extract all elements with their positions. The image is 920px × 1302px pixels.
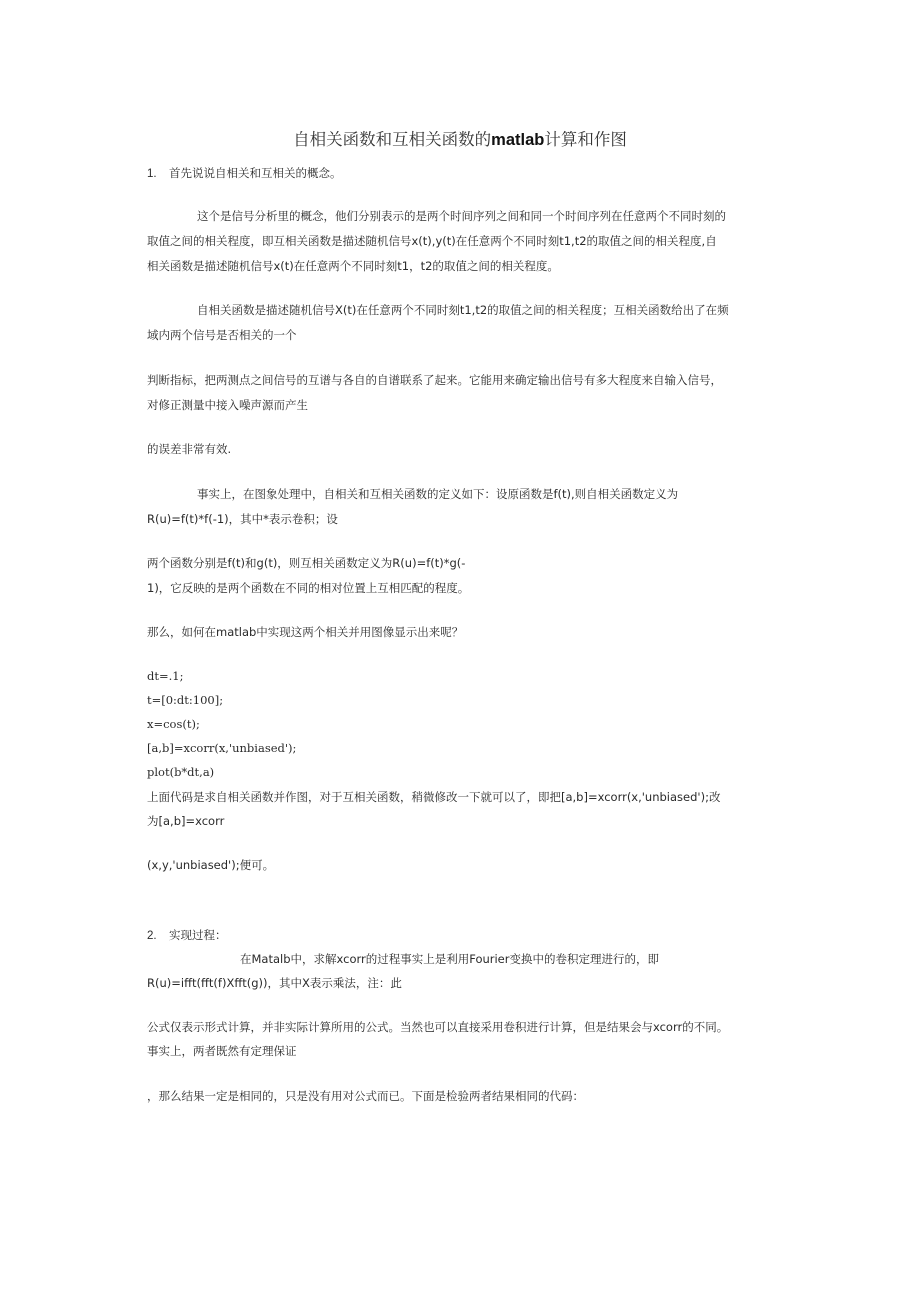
document-title [0, 129, 920, 151]
para2-line1: 自相关函数是描述随机信号X(t)在任意两个不同时刻t1,t2的取值之间的相关程度；互相关函数给出了在频 [197, 303, 729, 317]
section-number: 1. [147, 168, 157, 180]
para1-line3: 相关函数是描述随机信号x(t)在任意两个不同时刻t1，t2的取值之间的相关程度。 [147, 259, 559, 273]
section-2-heading [147, 927, 227, 944]
para4: 的误差非常有效. [147, 442, 232, 456]
code-line-4: [a,b]=xcorr(x,'unbiased'); [147, 741, 297, 755]
para3-line2: 对修正测量中接入噪声源而产生 [147, 398, 308, 412]
para5-line1: 事实上，在图象处理中，自相关和互相关函数的定义如下：设原函数是f(t),则自相关函数定义为 [197, 487, 679, 501]
para7: 那么，如何在matlab中实现这两个相关并用图像显示出来呢？ [147, 625, 464, 639]
code-line-1: dt=.1; [147, 669, 184, 683]
section-title: 实现过程： [169, 928, 227, 942]
title-bold: matlab [491, 131, 545, 149]
para3-line1: 判断指标，把两测点之间信号的互谱与各自的自谱联系了起来。它能用来确定输出信号有多大程度来自输入信号， [147, 373, 722, 387]
para10-line1: 在Matalb中，求解xcorr的过程事实上是利用Fourier变换中的卷积定理进行的，即 [240, 952, 659, 966]
para10-line2: R(u)=ifft(fft(f)Xfft(g))，其中X表示乘法，注：此 [147, 976, 402, 990]
para6-line1: 两个函数分别是f(t)和g(t)，则互相关函数定义为R(u)=f(t)*g(- [147, 556, 466, 570]
section-title: 首先说说自相关和互相关的概念。 [169, 166, 342, 180]
para8-line1: 上面代码是求自相关函数并作图，对于互相关函数，稍微修改一下就可以了，即把[a,b]=xcorr(x,'unbiased');改 [147, 790, 721, 804]
section-number: 2. [147, 930, 157, 942]
para1-line2: 取值之间的相关程度，即互相关函数是描述随机信号x(t),y(t)在任意两个不同时刻t1,t2的取值之间的相关程度,自 [147, 234, 717, 248]
title-prefix: 自相关函数和互相关函数的 [293, 130, 492, 149]
para9: (x,y,'unbiased');便可。 [147, 858, 275, 872]
para11-line2: 事实上，两者既然有定理保证 [147, 1044, 297, 1058]
code-line-3: x=cos(t); [147, 717, 200, 731]
para1-line1: 这个是信号分析里的概念，他们分别表示的是两个时间序列之间和同一个时间序列在任意两个不同时刻的 [197, 209, 726, 223]
code-line-2: t=[0:dt:100]; [147, 693, 224, 707]
para2-line2: 域内两个信号是否相关的一个 [147, 328, 297, 342]
para11-line1: 公式仅表示形式计算，并非实际计算所用的公式。当然也可以直接采用卷积进行计算，但是结果会与xcorr的不同。 [147, 1020, 729, 1034]
para5-line2: R(u)=f(t)*f(-1)，其中*表示卷积；设 [147, 512, 338, 526]
para12: ，那么结果一定是相同的，只是没有用对公式而已。下面是检验两者结果相同的代码： [147, 1089, 584, 1103]
title-suffix: 计算和作图 [544, 130, 627, 149]
para8-line2: 为[a,b]=xcorr [147, 814, 225, 828]
para6-line2: 1)，它反映的是两个函数在不同的相对位置上互相匹配的程度。 [147, 581, 470, 595]
code-line-5: plot(b*dt,a) [147, 765, 215, 779]
section-1-heading [147, 165, 342, 182]
